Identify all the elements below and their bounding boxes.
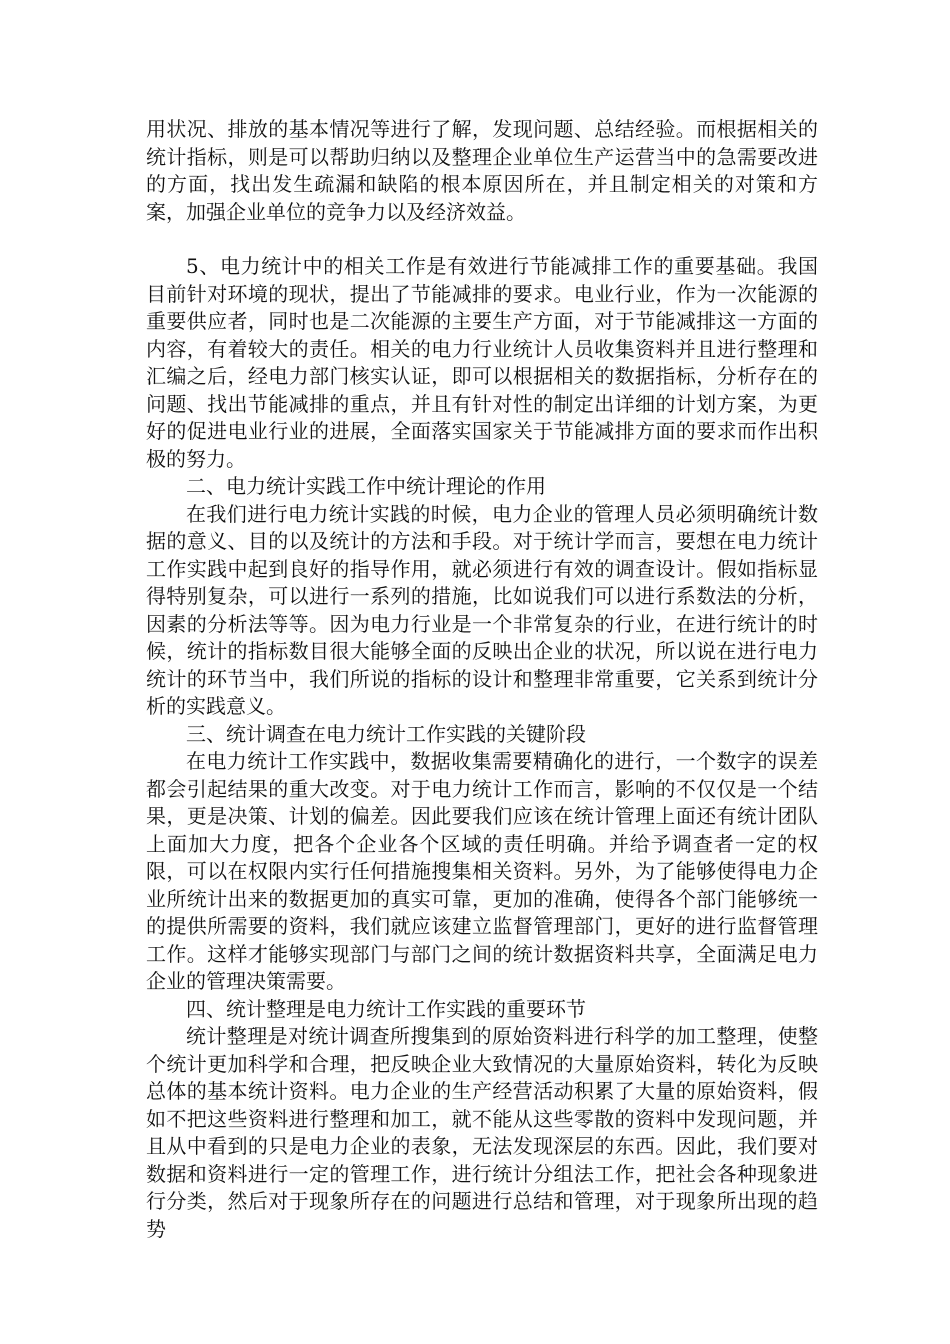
paragraph-continuation: 用状况、排放的基本情况等进行了解，发现问题、总结经验。而根据相关的统计指标，则是可以帮助归纳以及整理企业单位生产运营当中的急需要改进的方面，找出发生疏漏和缺陷的根本原因所在，并且制定相关的对策和方案，加强企业单位的竞争力以及经济效益。 — [146, 117, 818, 224]
paragraph-section-2: 在我们进行电力统计实践的时候，电力企业的管理人员必须明确统计数据的意义、目的以及统计的方法和手段。对于统计学而言，要想在电力统计工作实践中起到良好的指导作用，就必须进行有效的调查设计。假如指标显得特别复杂，可以进行一系列的措施，比如说我们可以进行系数法的分析，因素的分析法等等。因为电力行业是一个非常复杂的行业，在进行统计的时候，统计的指标数目很大能够全面的反映出企业的状况，所以说在进行电力统计的环节当中，我们所说的指标的设计和整理非常重要，它关系到统计分析的实践意义。 — [146, 501, 818, 718]
paragraph-section-3: 在电力统计工作实践中，数据收集需要精确化的进行，一个数字的误差都会引起结果的重大改变。对于电力统计工作而言，影响的不仅仅是一个结果，更是决策、计划的偏差。因此要我们应该在统计管理上面还有统计团队上面加大力度，把各个企业各个区域的责任明确。并给予调查者一定的权限，可以在权限内实行任何措施搜集相关资料。另外，为了能够使得电力企业所统计出来的数据更加的真实可靠，更加的准确，使得各个部门能够统一的提供所需要的资料，我们就应该建立监督管理部门，更好的进行监督管理工作。这样才能够实现部门与部门之间的统计数据资料共享，全面满足电力企业的管理决策需要。 — [146, 749, 818, 993]
section-heading-2: 二、电力统计实践工作中统计理论的作用 — [186, 474, 546, 498]
document-page — [146, 116, 818, 1243]
section-heading-4: 四、统计整理是电力统计工作实践的重要环节 — [186, 996, 586, 1021]
section-heading-3: 三、统计调查在电力统计工作实践的关键阶段 — [186, 721, 586, 746]
paragraph-item-5: 5、电力统计中的相关工作是有效进行节能减排工作的重要基础。我国目前针对环境的现状，提出了节能减排的要求。电业行业，作为一次能源的重要供应者，同时也是二次能源的主要生产方面，对于节能减排这一方面的内容，有着较大的责任。相关的电力行业统计人员收集资料并且进行整理和汇编之后，经电力部门核实认证，即可以根据相关的数据指标，分析存在的问题、找出节能减排的重点，并且有针对性的制定出详细的计划方案，为更好的促进电业行业的进展，全面落实国家关于节能减排方面的要求而作出积极的努力。 — [146, 254, 818, 471]
paragraph-section-4: 统计整理是对统计调查所搜集到的原始资料进行科学的加工整理，使整个统计更加科学和合理，把反映企业大致情况的大量原始资料，转化为反映总体的基本统计资料。电力企业的生产经营活动积累了大量的原始资料，假如不把这些资料进行整理和加工，就不能从这些零散的资料中发现问题，并且从中看到的只是电力企业的表象，无法发现深层的东西。因此，我们要对数据和资料进行一定的管理工作，进行统计分组法工作，把社会各种现象进行分类，然后对于现象所存在的问题进行总结和管理，对于现象所出现的趋势 — [146, 1024, 818, 1241]
